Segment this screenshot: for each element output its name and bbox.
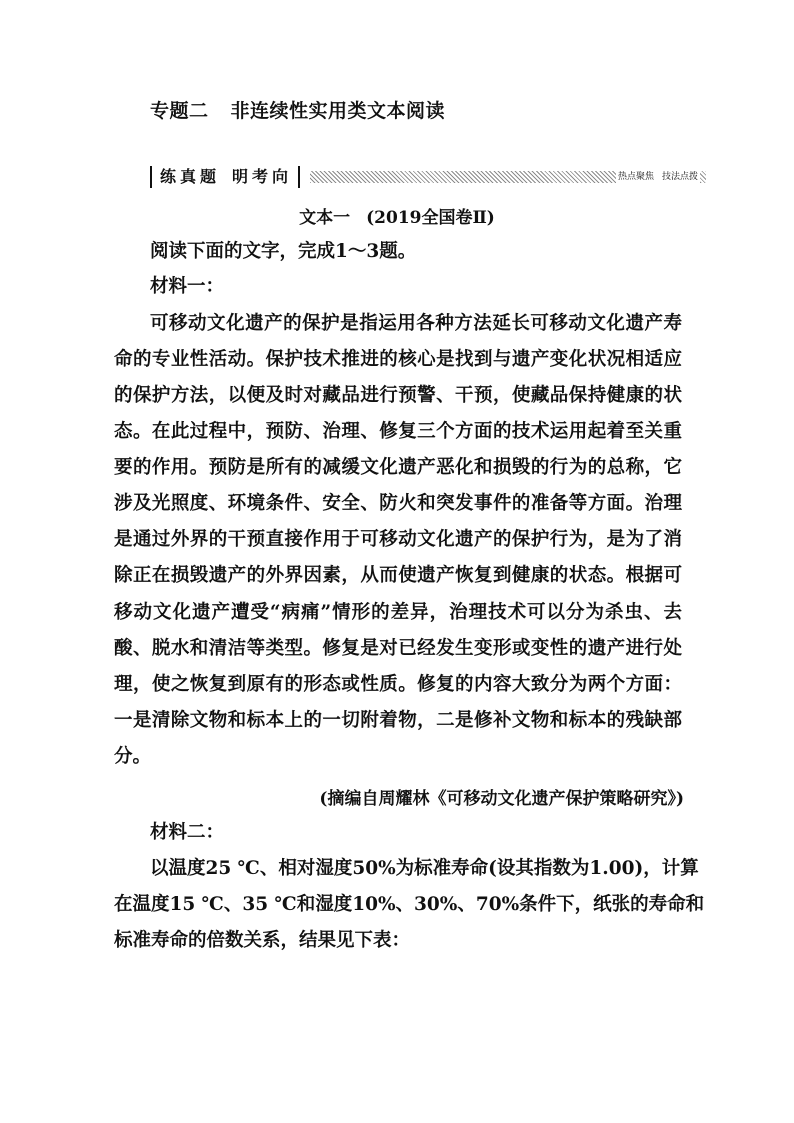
paragraph-line: 一是清除文物和标本上的一切附着物，二是修补文物和标本的残缺部 [114, 710, 682, 731]
banner-tag-skills: 技法点拨 [661, 172, 698, 182]
paragraph-line: 移动文化遗产遭受“病痛”情形的差异，治理技术可以分为杀虫、去 [114, 602, 682, 623]
banner-tag-focus: 热点聚焦 [617, 172, 654, 182]
banner-label-direction: 明考向 [232, 167, 293, 186]
paragraph-line: 以温度25 ℃、相对湿度50%为标准寿命(设其指数为1.00)，计算 [150, 858, 699, 879]
material-1-heading: 材料一： [150, 276, 225, 297]
section-banner [150, 166, 706, 188]
banner-tags [616, 171, 700, 183]
instruction: 阅读下面的文字，完成1～3题。 [150, 241, 417, 262]
text-source: (2019全国卷Ⅱ) [366, 208, 495, 228]
banner-label [150, 166, 300, 188]
paragraph-line: 是通过外界的干预直接作用于可移动文化遗产的保护行为，是为了消 [114, 529, 682, 550]
paragraph-line: 标准寿命的倍数关系，结果见下表： [114, 930, 411, 951]
paragraph-line: 在温度15 ℃、35 ℃和湿度10%、30%、70%条件下，纸张的寿命和 [114, 894, 705, 915]
paragraph-line: 理，使之恢复到原有的形态或性质。修复的内容大致分为两个方面： [114, 674, 682, 695]
paragraph-line: 分。 [114, 746, 152, 767]
topic-title: 非连续性实用类文本阅读 [230, 100, 446, 122]
paragraph-line: 涉及光照度、环境条件、安全、防火和突发事件的准备等方面。治理 [114, 493, 682, 514]
text-subtitle [0, 203, 794, 228]
paragraph-line: 可移动文化遗产的保护是指运用各种方法延长可移动文化遗产寿 [150, 313, 682, 334]
paragraph-line: 要的作用。预防是所有的减缓文化遗产恶化和损毁的行为的总称，它 [114, 457, 682, 478]
paragraph-line: 的保护方法，以便及时对藏品进行预警、干预，使藏品保持健康的状 [114, 385, 682, 406]
paragraph-line: 命的专业性活动。保护技术推进的核心是找到与遗产变化状况相适应 [114, 349, 682, 370]
material-1-source: (摘编自周耀林《可移动文化遗产保护策略研究》) [319, 789, 684, 809]
paragraph-line: 态。在此过程中，预防、治理、修复三个方面的技术运用起着至关重 [114, 421, 682, 442]
page-title [150, 96, 445, 123]
banner-label-practice: 练真题 [160, 167, 221, 186]
paragraph-line: 除正在损毁遗产的外界因素，从而使遗产恢复到健康的状态。根据可 [114, 565, 682, 586]
paragraph-line: 酸、脱水和清洁等类型。修复是对已经发生变形或变性的遗产进行处 [114, 638, 682, 659]
topic-number: 专题二 [150, 100, 209, 122]
material-2-heading: 材料二： [150, 822, 225, 843]
text-name: 文本一 [299, 208, 351, 228]
